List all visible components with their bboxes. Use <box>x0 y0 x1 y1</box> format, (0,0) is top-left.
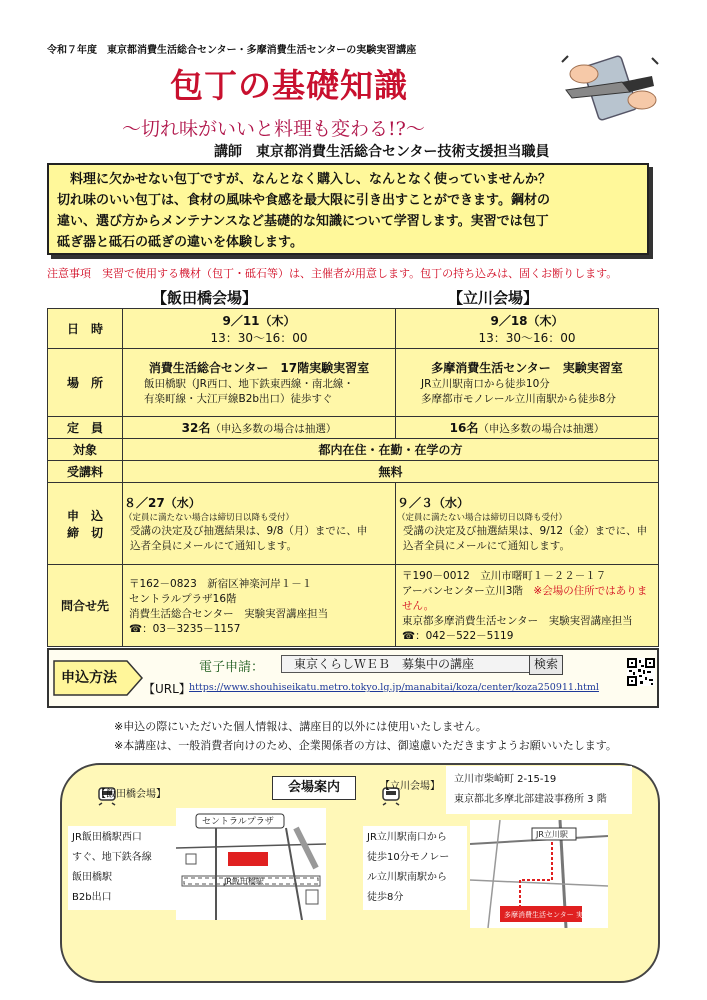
table-row-target <box>48 439 659 461</box>
lecturer: 講師 東京都消費生活総合センター技術支援担当職員 <box>214 144 550 160</box>
iida-contact-line: セントラルプラザ16階 <box>129 592 237 605</box>
caution-text: 注意事項 実習で使用する機材（包丁・砥石等）は、主催者が用意します。包丁の持ち込みは、固くお断りします。 <box>47 267 618 280</box>
row-label: 定 員 <box>48 417 123 439</box>
tachi-directions <box>363 826 467 910</box>
intro-line: 切れ味のいい包丁は、食材の風味や食感を最大限に引き出すことができます。鋼材の <box>57 193 550 208</box>
map-tag-tachikawa: 【立川会場】 <box>380 781 440 792</box>
iida-time: 13：30～16：00 <box>210 330 308 345</box>
tachi-deadline-small: （定員に満たない場合は締切日以降も受付） <box>397 513 568 523</box>
tachi-contact <box>396 565 659 647</box>
tachi-deadline-note: 込者全員にメールにて通知します。 <box>403 540 570 552</box>
table-row-fee <box>48 461 659 483</box>
tachi-contact-warning: ※会場の住所ではありません。 <box>402 585 648 612</box>
tachi-date: 9／18（木） <box>490 313 564 328</box>
tachi-place <box>396 349 659 417</box>
intro-line: 砥ぎ器と砥石の砥ぎの違いを体験します。 <box>57 235 303 250</box>
iida-contact-line: 〒162－0823 新宿区神楽河岸１－１ <box>129 577 313 590</box>
iida-datetime <box>123 309 396 349</box>
iida-directions-line: 飯田橋駅 <box>72 872 112 883</box>
search-keyword-box[interactable]: 東京くらしＷＥＢ 募集中の講座 <box>281 655 531 673</box>
tachi-datetime <box>396 309 659 349</box>
row-label: 対象 <box>48 439 123 461</box>
header-line: 令和７年度 東京都消費生活総合センター・多摩消費生活センターの実験実習講座 <box>47 45 417 56</box>
search-button[interactable]: 検索 <box>529 655 563 675</box>
info-table <box>47 308 659 647</box>
iida-directions-line: B2b出口 <box>72 892 112 903</box>
intro-line: 料理に欠かせない包丁ですが、なんとなく購入し、なんとなく使っていませんか？ <box>57 172 552 187</box>
tachi-access: 多摩都市モノレール立川南駅から徒歩8分 <box>421 393 616 405</box>
iida-contact-line: 消費生活総合センター 実験実習講座担当 <box>129 607 329 620</box>
intro-line: 違い、選び方からメンテナンスなど基礎的な知識について学習します。実習では包丁 <box>57 214 549 229</box>
iida-contact-phone: ☎：03－3235－1157 <box>129 622 241 635</box>
tachi-directions-line: JR立川駅南口から <box>367 832 447 843</box>
iida-capacity <box>123 417 396 439</box>
apply-method-label: 申込方法 <box>61 670 117 686</box>
iida-map-station-label: JR飯田橋駅 <box>224 877 264 886</box>
tachi-directions-line: 徒歩10分モノレー <box>367 852 450 863</box>
iida-capacity-num: 32名 <box>181 421 211 435</box>
row-label: 日 時 <box>48 309 123 349</box>
tachi-directions-line: ル立川駅南駅から <box>367 872 447 883</box>
table-row-deadline <box>48 483 659 565</box>
tachi-contact-line: 東京都多摩消費生活センター 実験実習講座担当 <box>402 615 633 627</box>
iida-deadline <box>123 483 396 565</box>
iida-place-name: 消費生活総合センター 17階実験実習室 <box>148 361 370 375</box>
tachi-deadline-note: 受講の決定及び抽選結果は、9/12（金）までに、申 <box>403 525 648 537</box>
tachi-address-line: 東京都北多摩北部建設事務所 3 階 <box>454 794 607 805</box>
row-label: 締 切 <box>66 525 103 540</box>
table-row-datetime <box>48 309 659 349</box>
iida-capacity-note: （申込多数の場合は抽選） <box>210 423 337 435</box>
tachi-capacity-note: （申込多数の場合は抽選） <box>478 423 605 435</box>
tachi-address-line: 立川市柴崎町 2-15-19 <box>454 774 557 785</box>
iida-directions-line: JR飯田橋駅西口 <box>72 832 142 843</box>
tachi-contact-building: アーバンセンター立川3階 <box>402 585 534 597</box>
iida-deadline-note: 込者全員にメールにて通知します。 <box>130 540 297 552</box>
table-row-contact <box>48 565 659 647</box>
tachi-time: 13：30～16：00 <box>478 330 576 345</box>
iida-directions <box>68 826 176 910</box>
page-subtitle: ～切れ味がいいと料理も変わる!?～ <box>122 118 425 140</box>
tachi-contact-line <box>402 583 657 613</box>
venue-heading-tachikawa: 【立川会場】 <box>448 289 539 307</box>
url-label: 【URL】 <box>143 682 191 696</box>
iida-date: 9／11（木） <box>222 313 296 328</box>
tachi-map-station-label: JR立川駅 <box>536 830 568 839</box>
map-tag-iidabashi: 【飯田橋会場】 <box>96 789 166 800</box>
page-title: 包丁の基礎知識 <box>170 66 408 105</box>
row-label: 場 所 <box>48 349 123 417</box>
tachi-directions-line: 徒歩8分 <box>367 892 404 903</box>
tachi-deadline-date: ９／３（水） <box>397 496 470 510</box>
iida-place <box>123 349 396 417</box>
note-line: ※本講座は、一般消費者向けのため、企業関係者の方は、御遠慮いただきますようお願いいたします。 <box>114 739 617 752</box>
tachi-contact-line: 〒190－0012 立川市曙町１－２２－１７ <box>402 570 607 582</box>
iida-contact <box>123 565 396 647</box>
knife-sharpening-illustration-icon <box>560 52 660 122</box>
table-row-capacity <box>48 417 659 439</box>
table-row-place <box>48 349 659 417</box>
tachi-capacity-num: 16名 <box>449 421 479 435</box>
tachi-access: JR立川駅南口から徒歩10分 <box>421 378 550 390</box>
application-url-link[interactable]: https://www.shouhiseikatu.metro.tokyo.lg.jp/manabitai/koza/center/koza250911.html <box>189 682 599 693</box>
tachikawa-address <box>446 766 632 814</box>
tachi-contact-phone: ☎：042－522－5119 <box>402 630 514 642</box>
venue-heading-iidabashi: 【飯田橋会場】 <box>152 289 258 307</box>
iida-deadline-note: 受講の決定及び抽選結果は、9/8（月）までに、申 <box>130 525 368 537</box>
qr-code-icon[interactable] <box>627 658 655 686</box>
iida-map-plaza-label: セントラルプラザ <box>202 817 274 827</box>
map-title: 会場案内 <box>272 776 356 800</box>
tachi-map-center-label: 多摩消費生活センター 実験室 <box>504 911 597 919</box>
electronic-application-label: 電子申請： <box>199 660 265 675</box>
fee-value: 無料 <box>123 461 659 483</box>
note-line: ※申込の際にいただいた個人情報は、講座目的以外には使用いたしません。 <box>114 720 487 733</box>
tachi-capacity <box>396 417 659 439</box>
iida-access: 有楽町線・大江戸線B2b出口）徒歩すぐ <box>144 393 333 405</box>
tachi-deadline <box>396 483 659 565</box>
tachi-place-name: 多摩消費生活センター 実験実習室 <box>431 361 623 375</box>
row-label: 問合せ先 <box>48 565 123 647</box>
iidabashi-map-image <box>176 808 326 920</box>
target-value: 都内在住・在勤・在学の方 <box>123 439 659 461</box>
row-label-deadline <box>48 483 123 565</box>
application-panel <box>47 648 659 708</box>
row-label: 受講料 <box>48 461 123 483</box>
row-label: 申 込 <box>66 508 103 523</box>
iida-deadline-date: ８／27（水） <box>124 496 201 510</box>
tachikawa-map-image <box>470 820 608 928</box>
intro-box <box>47 163 649 255</box>
iida-directions-line: すぐ、地下鉄各線 <box>72 852 152 863</box>
iida-deadline-small: （定員に満たない場合は締切日以降も受付） <box>124 513 295 523</box>
iida-access: 飯田橋駅（JR西口、地下鉄東西線・南北線・ <box>144 378 354 390</box>
